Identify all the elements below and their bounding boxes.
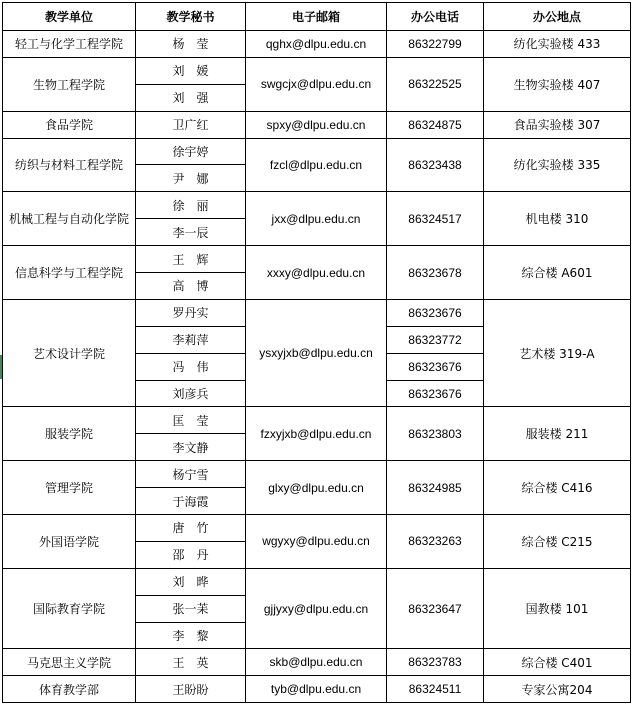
unit-cell: 纺织与材料工程学院 (3, 138, 136, 192)
table-row (3, 111, 631, 138)
table-row (3, 299, 631, 326)
phone-cell: 86324511 (387, 676, 484, 703)
phone-cell: 86323438 (387, 138, 484, 192)
secretary-cell: 杨 莹 (136, 31, 246, 58)
table-row (3, 515, 631, 542)
secretary-cell: 罗丹实 (136, 299, 246, 326)
email-cell: swgcjx@dlpu.edu.cn (246, 57, 387, 111)
email-cell: wgyxy@dlpu.edu.cn (246, 515, 387, 569)
table-row (3, 676, 631, 703)
email-cell: qghx@dlpu.edu.cn (246, 31, 387, 58)
unit-cell: 轻工与化学工程学院 (3, 31, 136, 58)
location-cell: 机电楼 310 (484, 192, 631, 246)
table-row (3, 649, 631, 676)
secretary-cell: 刘 强 (136, 84, 246, 111)
email-cell: ysxyjxb@dlpu.edu.cn (246, 299, 387, 407)
phone-cell: 86323676 (387, 353, 484, 380)
unit-cell: 生物工程学院 (3, 57, 136, 111)
unit-cell: 体育教学部 (3, 676, 136, 703)
secretary-cell: 杨宁雪 (136, 461, 246, 488)
secretary-cell: 于海霞 (136, 488, 246, 515)
email-cell: fzxyjxb@dlpu.edu.cn (246, 407, 387, 461)
unit-cell: 信息科学与工程学院 (3, 246, 136, 300)
secretary-cell: 王盼盼 (136, 676, 246, 703)
location-cell: 服装楼 211 (484, 407, 631, 461)
unit-cell: 管理学院 (3, 461, 136, 515)
location-cell: 国教楼 101 (484, 568, 631, 649)
phone-cell: 86323647 (387, 568, 484, 649)
secretary-cell: 李 黎 (136, 622, 246, 649)
secretary-cell: 刘彦兵 (136, 380, 246, 407)
header-phone: 办公电话 (387, 3, 484, 31)
unit-cell: 艺术设计学院 (3, 299, 136, 407)
secretary-cell: 徐宇婷 (136, 138, 246, 165)
location-cell: 艺术楼 319-A (484, 299, 631, 407)
phone-cell: 86323783 (387, 649, 484, 676)
contact-table (2, 2, 631, 703)
phone-cell: 86323263 (387, 515, 484, 569)
secretary-cell: 李莉萍 (136, 326, 246, 353)
secretary-cell: 徐 丽 (136, 192, 246, 219)
table-row (3, 57, 631, 84)
secretary-cell: 王 辉 (136, 246, 246, 273)
email-cell: xxxy@dlpu.edu.cn (246, 246, 387, 300)
unit-cell: 食品学院 (3, 111, 136, 138)
secretary-cell: 刘 晔 (136, 568, 246, 595)
table-body (3, 31, 631, 703)
table-row (3, 31, 631, 58)
phone-cell: 86323676 (387, 380, 484, 407)
header-email: 电子邮箱 (246, 3, 387, 31)
email-cell: glxy@dlpu.edu.cn (246, 461, 387, 515)
table-row (3, 407, 631, 434)
phone-cell: 86324875 (387, 111, 484, 138)
phone-cell: 86322525 (387, 57, 484, 111)
secretary-cell: 唐 竹 (136, 515, 246, 542)
phone-cell: 86324985 (387, 461, 484, 515)
unit-cell: 马克思主义学院 (3, 649, 136, 676)
unit-cell: 机械工程与自动化学院 (3, 192, 136, 246)
phone-cell: 86323772 (387, 326, 484, 353)
secretary-cell: 李一辰 (136, 219, 246, 246)
phone-cell: 86322799 (387, 31, 484, 58)
email-cell: gjjyxy@dlpu.edu.cn (246, 568, 387, 649)
unit-cell: 服装学院 (3, 407, 136, 461)
location-cell: 综合楼 A601 (484, 246, 631, 300)
email-cell: skb@dlpu.edu.cn (246, 649, 387, 676)
table-row (3, 568, 631, 595)
header-unit: 教学单位 (3, 3, 136, 31)
secretary-cell: 张一苿 (136, 595, 246, 622)
secretary-cell: 王 英 (136, 649, 246, 676)
email-cell: fzcl@dlpu.edu.cn (246, 138, 387, 192)
table-row (3, 192, 631, 219)
phone-cell: 86323803 (387, 407, 484, 461)
location-cell: 综合楼 C416 (484, 461, 631, 515)
location-cell: 生物实验楼 407 (484, 57, 631, 111)
table-row (3, 138, 631, 165)
location-cell: 纺化实验楼 335 (484, 138, 631, 192)
unit-cell: 外国语学院 (3, 515, 136, 569)
unit-cell: 国际教育学院 (3, 568, 136, 649)
table-row (3, 461, 631, 488)
location-cell: 专家公寓204 (484, 676, 631, 703)
location-cell: 纺化实验楼 433 (484, 31, 631, 58)
secretary-cell: 尹 娜 (136, 165, 246, 192)
email-cell: jxx@dlpu.edu.cn (246, 192, 387, 246)
header-row (3, 3, 631, 31)
table-row (3, 246, 631, 273)
location-cell: 综合楼 C401 (484, 649, 631, 676)
secretary-cell: 刘 媛 (136, 57, 246, 84)
location-cell: 综合楼 C215 (484, 515, 631, 569)
secretary-cell: 李文静 (136, 434, 246, 461)
phone-cell: 86323676 (387, 299, 484, 326)
secretary-cell: 卫广红 (136, 111, 246, 138)
phone-cell: 86324517 (387, 192, 484, 246)
email-cell: spxy@dlpu.edu.cn (246, 111, 387, 138)
phone-cell: 86323678 (387, 246, 484, 300)
secretary-cell: 邵 丹 (136, 541, 246, 568)
header-location: 办公地点 (484, 3, 631, 31)
email-cell: tyb@dlpu.edu.cn (246, 676, 387, 703)
secretary-cell: 匡 莹 (136, 407, 246, 434)
secretary-cell: 冯 伟 (136, 353, 246, 380)
secretary-cell: 高 博 (136, 273, 246, 300)
location-cell: 食品实验楼 307 (484, 111, 631, 138)
header-secretary: 教学秘书 (136, 3, 246, 31)
